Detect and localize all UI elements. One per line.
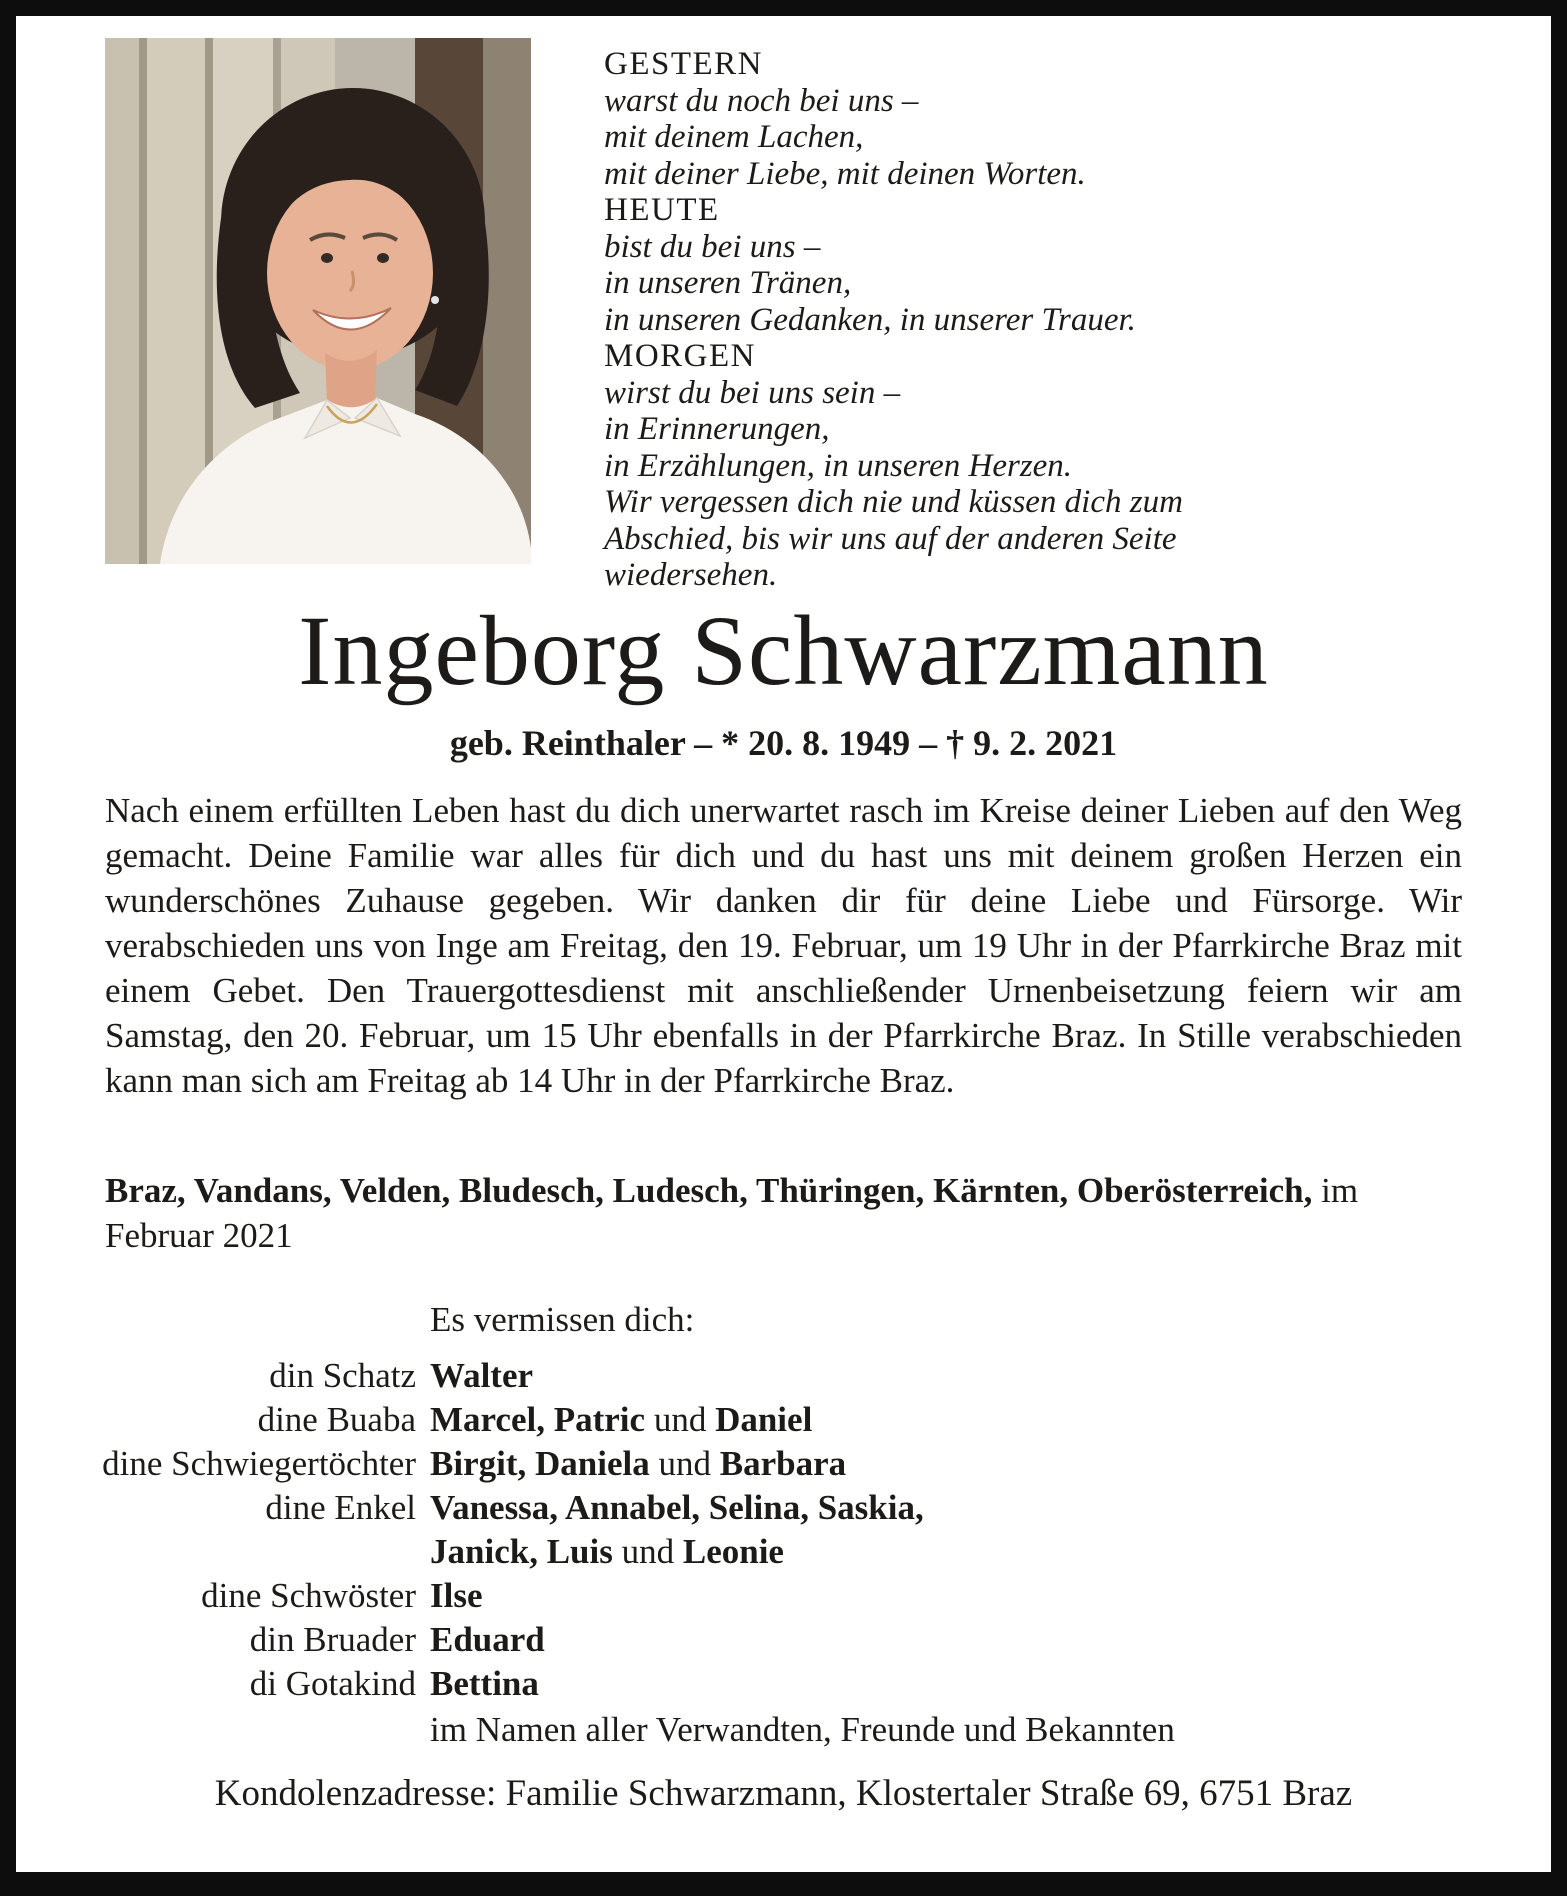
mourner-relation-label: din Bruader: [249, 1620, 416, 1659]
portrait-illustration: [105, 38, 531, 564]
poem-line: wirst du bei uns sein –: [604, 374, 901, 411]
mourner-name: Ilse: [430, 1576, 483, 1615]
mourner-row: [16, 1442, 1551, 1486]
mourner-name: Eduard: [430, 1620, 545, 1659]
poem-line: HEUTE: [604, 192, 720, 228]
mourner-names-line: [430, 1442, 846, 1486]
mourner-relation-label: di Gotakind: [249, 1664, 416, 1703]
mourner-name: Leonie: [682, 1532, 784, 1571]
poem-line: bist du bei uns –: [604, 228, 821, 265]
mourners-closing: im Namen aller Verwandten, Freunde und Bekannten: [430, 1710, 1175, 1749]
mourner-row: [16, 1618, 1551, 1662]
poem-line: GESTERN: [604, 46, 763, 82]
mourner-name: Marcel, Patric: [430, 1400, 646, 1439]
mourner-names-line: [430, 1486, 924, 1530]
mourner-relation-label: dine Schwöster: [201, 1576, 416, 1615]
mourner-names-line: [430, 1398, 812, 1442]
portrait-photo: [105, 38, 531, 564]
mourner-names-line: [430, 1618, 545, 1662]
poem-line: wiedersehen.: [604, 557, 778, 593]
mourner-row: [16, 1486, 1551, 1574]
poem-line: MORGEN: [604, 338, 757, 374]
mourner-names: [430, 1486, 924, 1574]
mourner-relation-label: dine Buaba: [257, 1400, 416, 1439]
mourner-name: Bettina: [430, 1664, 539, 1703]
mourner-conjunction: und: [645, 1400, 716, 1439]
mourner-name: Barbara: [719, 1444, 847, 1483]
condolence-address: Kondolenzadresse: Familie Schwarzmann, Klostertaler Straße 69, 6751 Braz: [214, 1773, 1353, 1814]
memorial-poem: [604, 46, 1484, 594]
mourner-conjunction: und: [612, 1532, 683, 1571]
poem-line: in Erinnerungen,: [604, 411, 830, 447]
mourner-row: [16, 1398, 1551, 1442]
mourner-names-line: [430, 1530, 924, 1574]
mourner-names: [430, 1618, 545, 1662]
mourner-row: [16, 1574, 1551, 1618]
mourners-intro: Es vermissen dich:: [430, 1300, 695, 1339]
deceased-name: Ingeborg Schwarzmann: [298, 595, 1269, 706]
mourner-names: [430, 1442, 846, 1486]
poem-line: mit deinem Lachen,: [604, 119, 864, 155]
locations-date: im Februar 2021: [105, 1171, 1359, 1255]
mourner-relation-label: dine Schwiegertöchter: [102, 1444, 416, 1483]
mourner-name: Vanessa, Annabel, Selina, Saskia,: [430, 1488, 924, 1527]
mourners-section: [16, 1298, 1551, 1752]
poem-line: warst du noch bei uns –: [604, 82, 919, 119]
mourner-names-line: [430, 1662, 539, 1706]
poem-line: Wir vergessen dich nie und küssen dich zum: [604, 484, 1183, 520]
locations-bold: Braz, Vandans, Velden, Bludesch, Ludesch, Thüringen, Kärnten, Oberösterreich,: [105, 1171, 1313, 1210]
mourner-names: [430, 1574, 483, 1618]
mourner-row: [16, 1662, 1551, 1706]
mourner-row: [16, 1354, 1551, 1398]
poem-line: Abschied, bis wir uns auf der anderen Seite: [604, 520, 1177, 557]
deceased-dates: geb. Reinthaler – * 20. 8. 1949 – † 9. 2. 2021: [449, 723, 1118, 763]
mourner-name: Janick, Luis: [430, 1532, 613, 1571]
mourner-name: Daniel: [715, 1400, 813, 1439]
mourner-name: Birgit, Daniela: [430, 1444, 650, 1483]
poem-line: in unseren Tränen,: [604, 265, 852, 301]
poem-line: in unseren Gedanken, in unserer Trauer.: [604, 301, 1136, 338]
mourner-names-line: [430, 1354, 533, 1398]
mourner-names-line: [430, 1574, 483, 1618]
mourner-relation-label: dine Enkel: [265, 1488, 416, 1527]
mourners-list: [16, 1354, 1551, 1706]
obituary-text: Nach einem erfüllten Leben hast du dich unerwartet rasch im Kreise deiner Lieben auf den Weg gemacht. Deine Familie war alles für dich und du hast uns mit deinem großen Herzen ein wunderschönes Zuhause gegeben. Wir danken dir für deine Liebe und Fürsorge. Wir verabschieden uns von Inge am Freitag, den 19. Februar, um 19 Uhr in der Pfarrkirche Braz mit einem Gebet. Den Trauergottesdienst mit anschließender Urnenbeisetzung feiern wir am Samstag, den 20. Februar, um 15 Uhr ebenfalls in der Pfarrkirche Braz. In Stille verabschieden kann man sich am Freitag ab 14 Uhr in der Pfarrkirche Braz.: [105, 791, 1462, 1100]
mourner-name: Walter: [430, 1356, 534, 1395]
mourner-conjunction: und: [649, 1444, 720, 1483]
poem-line: in Erzählungen, in unseren Herzen.: [604, 447, 1073, 484]
mourner-names: [430, 1354, 533, 1398]
mourner-relation-label: din Schatz: [269, 1356, 416, 1395]
locations-line: [105, 1168, 1462, 1258]
mourner-names: [430, 1398, 812, 1442]
mourner-names: [430, 1662, 539, 1706]
poem-line: mit deiner Liebe, mit deinen Worten.: [604, 155, 1086, 192]
